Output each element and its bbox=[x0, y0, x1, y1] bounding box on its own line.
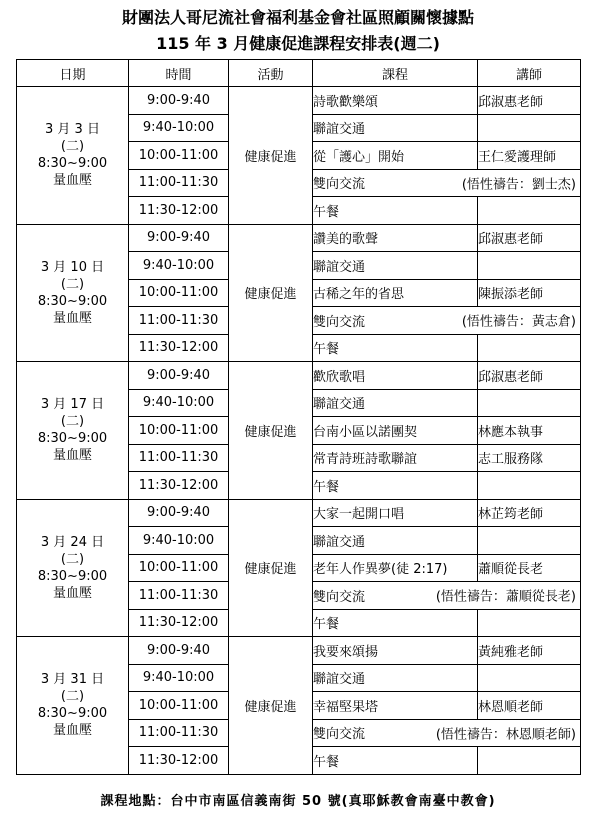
teacher-cell bbox=[478, 252, 581, 280]
column-header-teacher: 講師 bbox=[478, 60, 581, 87]
teacher-cell: 邱淑惠老師 bbox=[478, 224, 581, 252]
teacher-cell bbox=[478, 527, 581, 555]
course-cell: 午餐 bbox=[313, 334, 478, 362]
teacher-cell bbox=[478, 747, 581, 775]
course-cell: 從「護心」開始 bbox=[313, 142, 478, 170]
course-name: 雙向交流 bbox=[313, 314, 366, 330]
time-cell: 10:00-11:00 bbox=[129, 279, 229, 307]
page-title: 財團法人哥尼流社會福利基金會社區照顧關懷據點 bbox=[121, 8, 474, 27]
schedule-table bbox=[16, 59, 581, 775]
teacher-cell: 陳振添老師 bbox=[478, 279, 581, 307]
course-cell: 聯誼交通 bbox=[313, 527, 478, 555]
page-subtitle: 115 年 3 月健康促進課程安排表(週二) bbox=[156, 34, 440, 53]
date-date: 3 月 31 日 bbox=[40, 672, 105, 688]
time-cell: 11:30-12:00 bbox=[129, 334, 229, 362]
date-weekday: (二) bbox=[60, 276, 85, 292]
course-cell: 午餐 bbox=[313, 609, 478, 637]
course-cell: 台南小區以諾團契 bbox=[313, 417, 478, 445]
time-cell: 9:00-9:40 bbox=[129, 87, 229, 115]
course-cell: 古稀之年的省思 bbox=[313, 279, 478, 307]
date-note: 量血壓 bbox=[52, 585, 92, 601]
time-cell: 11:00-11:30 bbox=[129, 719, 229, 747]
course-cell bbox=[313, 307, 581, 335]
course-cell bbox=[313, 719, 581, 747]
course-cell: 午餐 bbox=[313, 197, 478, 225]
column-header-course: 課程 bbox=[313, 60, 478, 87]
course-cell: 聯誼交通 bbox=[313, 389, 478, 417]
time-cell: 9:40-10:00 bbox=[129, 664, 229, 692]
teacher-cell: 邱淑惠老師 bbox=[478, 87, 581, 115]
course-cell: 詩歌歡樂頌 bbox=[313, 87, 478, 115]
activity-cell: 健康促進 bbox=[229, 637, 313, 775]
course-cell: 歡欣歌唱 bbox=[313, 362, 478, 390]
course-cell bbox=[313, 582, 581, 610]
teacher-cell bbox=[478, 334, 581, 362]
time-cell: 11:30-12:00 bbox=[129, 747, 229, 775]
teacher-cell: 林恩順老師 bbox=[478, 692, 581, 720]
time-cell: 9:00-9:40 bbox=[129, 499, 229, 527]
date-weekday: (二) bbox=[60, 414, 85, 430]
teacher-cell bbox=[478, 114, 581, 142]
prayer-helper: (悟性禱告：黃志倉) bbox=[461, 314, 576, 330]
activity-cell: 健康促進 bbox=[229, 362, 313, 500]
course-cell: 老年人作異夢(徒 2:17) bbox=[313, 554, 478, 582]
time-cell: 11:00-11:30 bbox=[129, 307, 229, 335]
time-cell: 11:30-12:00 bbox=[129, 472, 229, 500]
course-cell: 聯誼交通 bbox=[313, 114, 478, 142]
column-header-date: 日期 bbox=[17, 60, 129, 87]
prayer-helper: (悟性禱告：蕭順從長老) bbox=[435, 589, 576, 605]
course-cell: 午餐 bbox=[313, 472, 478, 500]
table-row bbox=[17, 87, 581, 115]
teacher-cell: 林應本執事 bbox=[478, 417, 581, 445]
course-cell bbox=[313, 169, 581, 197]
teacher-cell: 黃純雅老師 bbox=[478, 637, 581, 665]
date-cell bbox=[17, 637, 129, 775]
date-note: 量血壓 bbox=[52, 310, 92, 326]
column-header-activity: 活動 bbox=[229, 60, 313, 87]
date-note: 量血壓 bbox=[52, 723, 92, 739]
course-cell: 午餐 bbox=[313, 747, 478, 775]
time-cell: 9:00-9:40 bbox=[129, 362, 229, 390]
date-time-range: 8:30~9:00 bbox=[37, 431, 108, 447]
time-cell: 9:00-9:40 bbox=[129, 224, 229, 252]
teacher-cell bbox=[478, 609, 581, 637]
course-cell: 聯誼交通 bbox=[313, 252, 478, 280]
time-cell: 11:00-11:30 bbox=[129, 582, 229, 610]
time-cell: 9:40-10:00 bbox=[129, 252, 229, 280]
teacher-cell: 志工服務隊 bbox=[478, 444, 581, 472]
course-name: 雙向交流 bbox=[313, 727, 366, 743]
date-time-range: 8:30~9:00 bbox=[37, 293, 108, 309]
teacher-cell bbox=[478, 197, 581, 225]
time-cell: 11:30-12:00 bbox=[129, 197, 229, 225]
date-cell bbox=[17, 499, 129, 637]
course-cell: 讚美的歌聲 bbox=[313, 224, 478, 252]
location-footer: 課程地點：台中市南區信義南街 50 號(真耶穌教會南臺中教會) bbox=[100, 794, 496, 809]
date-cell bbox=[17, 87, 129, 225]
schedule-body bbox=[17, 87, 581, 775]
activity-cell: 健康促進 bbox=[229, 224, 313, 362]
prayer-helper: (悟性禱告：林恩順老師) bbox=[435, 727, 576, 743]
time-cell: 11:00-11:30 bbox=[129, 444, 229, 472]
time-cell: 9:40-10:00 bbox=[129, 527, 229, 555]
prayer-helper: (悟性禱告：劉士杰) bbox=[461, 177, 576, 193]
teacher-cell: 蕭順從長老 bbox=[478, 554, 581, 582]
time-cell: 9:00-9:40 bbox=[129, 637, 229, 665]
date-time-range: 8:30~9:00 bbox=[37, 568, 108, 584]
activity-cell: 健康促進 bbox=[229, 87, 313, 225]
course-cell: 我要來頌揚 bbox=[313, 637, 478, 665]
time-cell: 10:00-11:00 bbox=[129, 417, 229, 445]
course-name: 雙向交流 bbox=[313, 589, 366, 605]
date-date: 3 月 3 日 bbox=[45, 122, 100, 138]
date-note: 量血壓 bbox=[52, 173, 92, 189]
teacher-cell: 林芷筠老師 bbox=[478, 499, 581, 527]
teacher-cell: 王仁愛護理師 bbox=[478, 142, 581, 170]
course-cell: 幸福堅果塔 bbox=[313, 692, 478, 720]
date-weekday: (二) bbox=[60, 551, 85, 567]
course-cell: 聯誼交通 bbox=[313, 664, 478, 692]
time-cell: 11:30-12:00 bbox=[129, 609, 229, 637]
time-cell: 9:40-10:00 bbox=[129, 389, 229, 417]
time-cell: 10:00-11:00 bbox=[129, 692, 229, 720]
teacher-cell bbox=[478, 664, 581, 692]
date-weekday: (二) bbox=[60, 139, 85, 155]
date-date: 3 月 17 日 bbox=[40, 397, 105, 413]
time-cell: 11:00-11:30 bbox=[129, 169, 229, 197]
date-time-range: 8:30~9:00 bbox=[37, 706, 108, 722]
date-cell bbox=[17, 224, 129, 362]
table-row bbox=[17, 362, 581, 390]
date-note: 量血壓 bbox=[52, 448, 92, 464]
time-cell: 9:40-10:00 bbox=[129, 114, 229, 142]
table-header-row bbox=[17, 60, 581, 87]
date-time-range: 8:30~9:00 bbox=[37, 156, 108, 172]
table-row bbox=[17, 499, 581, 527]
teacher-cell bbox=[478, 389, 581, 417]
activity-cell: 健康促進 bbox=[229, 499, 313, 637]
course-name: 雙向交流 bbox=[313, 177, 366, 193]
date-date: 3 月 24 日 bbox=[40, 534, 105, 550]
course-cell: 常青詩班詩歌聯誼 bbox=[313, 444, 478, 472]
time-cell: 10:00-11:00 bbox=[129, 142, 229, 170]
time-cell: 10:00-11:00 bbox=[129, 554, 229, 582]
table-row bbox=[17, 637, 581, 665]
date-cell bbox=[17, 362, 129, 500]
column-header-time: 時間 bbox=[129, 60, 229, 87]
date-weekday: (二) bbox=[60, 689, 85, 705]
teacher-cell bbox=[478, 472, 581, 500]
course-cell: 大家一起開口唱 bbox=[313, 499, 478, 527]
table-row bbox=[17, 224, 581, 252]
date-date: 3 月 10 日 bbox=[40, 259, 105, 275]
teacher-cell: 邱淑惠老師 bbox=[478, 362, 581, 390]
